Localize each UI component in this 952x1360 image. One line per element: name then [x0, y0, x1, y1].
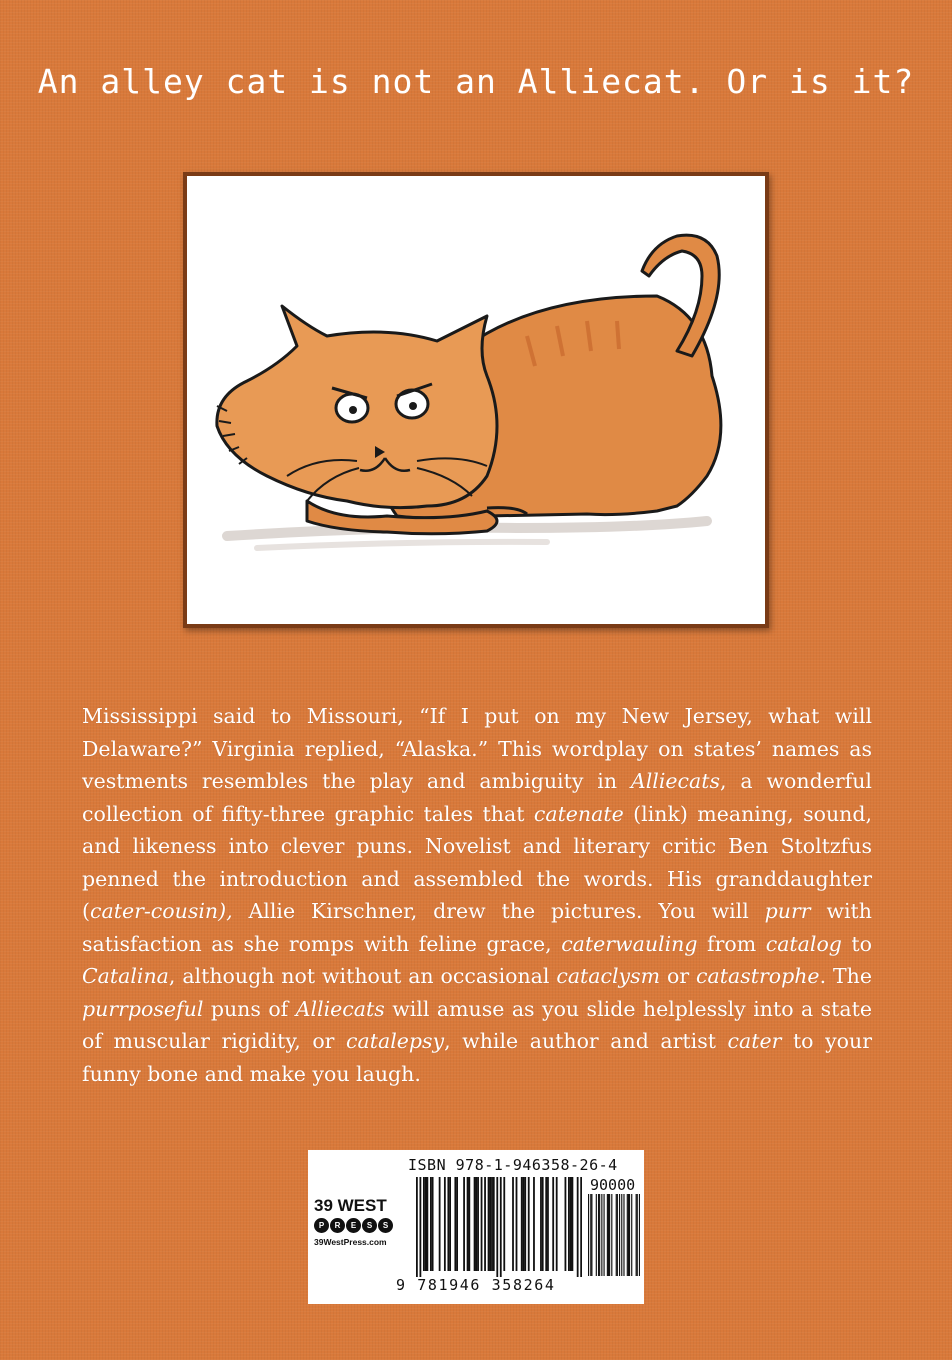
orange-cat-drawing-icon: [187, 176, 765, 624]
barcode-bar: [540, 1177, 542, 1271]
description-text: (link) meaning, sound, and likeness into clever puns. Novelist and literary critic Ben Stoltzfus penned the introduction and assembled the words. His granddaughter (: [82, 801, 872, 923]
barcode-bar: [556, 1177, 558, 1271]
description-text: Mississippi said to Missouri, “If I put on my New Jersey, what will Delaware?” Virginia replied, “Alaska.” This wordplay on states’ names as vestments resembles the play and ambiguity in: [82, 704, 872, 793]
price-barcode-bar: [623, 1194, 624, 1276]
italic-pun: cataclysm: [556, 964, 661, 988]
description-text: with satisfaction as she romps with feline grace,: [82, 899, 872, 956]
publisher-logo: [314, 1196, 410, 1247]
description-text: or: [660, 964, 697, 988]
publisher-name: 39 WEST: [314, 1196, 387, 1215]
barcode-bar: [447, 1177, 449, 1271]
italic-pun: purr: [764, 899, 811, 923]
barcode-bar: [523, 1177, 525, 1271]
barcode-bar: [463, 1177, 465, 1271]
barcode-bar: [496, 1177, 498, 1277]
barcode-bar: [528, 1177, 530, 1271]
barcode-bar: [568, 1177, 570, 1271]
book-description: [82, 700, 872, 1090]
italic-pun: Alliecats: [295, 996, 385, 1021]
barcode-bar: [430, 1177, 432, 1271]
italic-pun: catalog: [765, 931, 842, 956]
description-text: . The: [819, 964, 872, 988]
price-barcode-bar: [608, 1194, 609, 1276]
barcode-bar: [484, 1177, 486, 1271]
price-barcode-bar: [637, 1194, 638, 1276]
description-text: , a wonderful collection of fifty-three graphic tales that: [82, 769, 872, 826]
italic-pun: Alliecats: [630, 769, 720, 793]
price-barcode-bar: [616, 1194, 617, 1276]
press-letter: E: [346, 1218, 361, 1233]
barcode-bar: [516, 1177, 518, 1271]
description-text: from: [697, 931, 766, 956]
barcode-bar: [475, 1177, 477, 1271]
publisher-url: 39WestPress.com: [314, 1237, 387, 1247]
barcode-bar: [449, 1177, 451, 1271]
italic-pun: purrposeful: [82, 996, 204, 1021]
price-barcode-bar: [628, 1194, 629, 1276]
price-barcode-bar: [636, 1194, 637, 1276]
italic-pun: catenate: [533, 801, 624, 826]
price-code: 90000: [590, 1176, 636, 1194]
price-barcode-bar: [611, 1194, 612, 1276]
description-text: will amuse as you slide helplessly into a state of muscular rigidity, or: [82, 996, 872, 1053]
barcode-bar: [512, 1177, 514, 1271]
price-barcode-bar: [629, 1194, 630, 1276]
tagline: An alley cat is not an Alliecat. Or is it?: [37, 62, 915, 101]
barcode-bar: [545, 1177, 547, 1271]
barcode-bar: [488, 1177, 490, 1271]
barcode-bar: [416, 1177, 418, 1277]
price-barcode-bar: [596, 1194, 597, 1276]
barcode-bar: [477, 1177, 479, 1271]
price-barcode-bar: [598, 1194, 599, 1276]
isbn-barcode-panel: [308, 1150, 644, 1304]
price-barcode-bar: [609, 1194, 610, 1276]
ean-digits: 9 781946 358264: [396, 1276, 556, 1294]
description-text: , while author and artist: [444, 1029, 728, 1053]
barcode-bar: [474, 1177, 476, 1271]
barcode-bar: [456, 1177, 458, 1271]
price-barcode-bar: [588, 1194, 589, 1276]
barcode-bar: [468, 1177, 470, 1271]
italic-pun: catastrophe: [696, 964, 820, 988]
description-text: to your funny bone and make you laugh.: [82, 1029, 872, 1086]
ean-barcode: [416, 1177, 582, 1277]
price-barcode-bar: [631, 1194, 632, 1276]
barcode-bar: [423, 1177, 425, 1271]
barcode-bar: [580, 1177, 582, 1277]
cat-illustration-frame: [183, 172, 769, 628]
barcode-bar: [454, 1177, 456, 1271]
barcode-bar: [493, 1177, 495, 1271]
barcode-bar: [521, 1177, 523, 1271]
press-letter: S: [362, 1218, 377, 1233]
press-letter: R: [330, 1218, 345, 1233]
price-barcode-bar: [603, 1194, 604, 1276]
price-barcode-bar: [619, 1194, 620, 1276]
price-barcode-bar: [591, 1194, 592, 1276]
barcode-bar: [426, 1177, 428, 1271]
barcode-bar: [481, 1177, 483, 1271]
barcode-bar: [547, 1177, 549, 1271]
italic-pun: cater: [727, 1029, 782, 1053]
barcode-bar: [577, 1177, 579, 1277]
barcode-bar: [432, 1177, 434, 1271]
price-barcode-bar: [601, 1194, 602, 1276]
barcode-bar: [524, 1177, 526, 1271]
barcode-bar: [565, 1177, 567, 1271]
italic-pun: Catalina: [82, 964, 169, 988]
barcode-bar: [542, 1177, 544, 1271]
barcode-bar: [572, 1177, 574, 1271]
barcode-bar: [500, 1177, 502, 1277]
price-barcode: [588, 1194, 640, 1276]
barcode-bar: [444, 1177, 446, 1271]
barcode-bar: [439, 1177, 441, 1271]
description-text: puns of: [203, 996, 296, 1021]
description-text: , although not without an occasional: [168, 964, 557, 988]
press-letter: P: [314, 1218, 329, 1233]
isbn-label: ISBN 978-1-946358-26-4: [408, 1156, 618, 1174]
description-text: Allie Kirschner, drew the pictures. You will: [232, 899, 765, 923]
barcode-bar: [491, 1177, 493, 1271]
barcode-bar: [503, 1177, 505, 1271]
price-barcode-bar: [617, 1194, 618, 1276]
barcode-bar: [570, 1177, 572, 1271]
price-barcode-bar: [639, 1194, 640, 1276]
italic-pun: cater-cousin),: [90, 899, 233, 923]
italic-pun: caterwauling: [561, 931, 698, 956]
price-barcode-bar: [621, 1194, 622, 1276]
barcode-bar: [467, 1177, 469, 1271]
barcode-bar: [552, 1177, 554, 1271]
price-barcode-bar: [590, 1194, 591, 1276]
description-text: to: [841, 931, 873, 956]
barcode-bar: [425, 1177, 427, 1271]
publisher-press-badges: [314, 1218, 410, 1233]
price-barcode-bar: [607, 1194, 608, 1276]
barcode-bar: [533, 1177, 535, 1271]
italic-pun: catalepsy: [346, 1029, 445, 1053]
price-barcode-bar: [599, 1194, 600, 1276]
price-barcode-bar: [627, 1194, 628, 1276]
barcode-bar: [419, 1177, 421, 1277]
barcode-bar: [489, 1177, 491, 1271]
press-letter: S: [378, 1218, 393, 1233]
